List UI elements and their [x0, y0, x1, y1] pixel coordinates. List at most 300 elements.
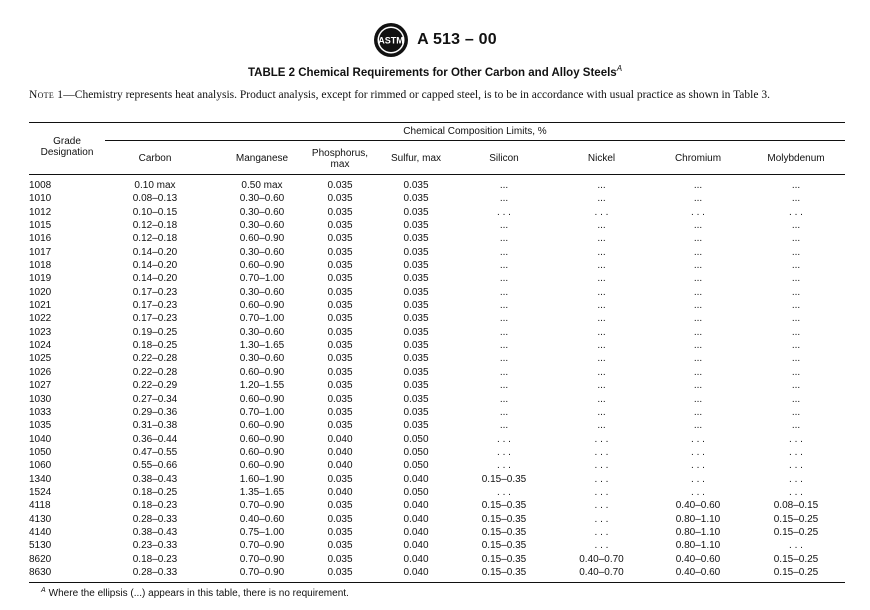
cell-grade: 1524 [29, 486, 52, 498]
cell-chromium: . . . [691, 433, 705, 445]
table-row [29, 272, 845, 285]
cell-manganese: 0.60–0.90 [239, 393, 285, 405]
cell-silicon: ... [499, 326, 509, 338]
cell-molybdenum: ... [791, 300, 801, 312]
cell-manganese: 0.60–0.90 [239, 233, 285, 245]
group-header-rule [105, 140, 845, 141]
cell-carbon: 0.17–0.23 [132, 286, 178, 298]
cell-carbon: 0.47–0.55 [132, 446, 178, 458]
cell-silicon: ... [499, 260, 509, 272]
cell-manganese: 0.70–1.00 [239, 406, 285, 418]
cell-manganese: 0.60–0.90 [239, 300, 285, 312]
cell-silicon: ... [499, 220, 509, 232]
footnote-text: Where the ellipsis (...) appears in this table, there is no requirement. [48, 588, 349, 599]
cell-chromium: ... [693, 193, 703, 205]
cell-manganese: 1.30–1.65 [239, 340, 285, 352]
cell-sulfur: 0.040 [403, 540, 429, 552]
cell-sulfur: 0.040 [403, 473, 429, 485]
table-row [29, 232, 845, 245]
table-footnote [41, 587, 349, 599]
cell-grade: 1035 [29, 420, 52, 432]
cell-manganese: 1.60–1.90 [239, 473, 285, 485]
cell-manganese: 0.60–0.90 [239, 460, 285, 472]
cell-grade: 1027 [29, 380, 52, 392]
cell-manganese: 1.35–1.65 [239, 486, 285, 498]
col-header-phosphorus-line1: Phosphorus, [311, 148, 369, 159]
cell-phosphorus: 0.035 [327, 193, 353, 205]
cell-phosphorus: 0.035 [327, 233, 353, 245]
cell-molybdenum: ... [791, 220, 801, 232]
cell-silicon: ... [499, 313, 509, 325]
grade-header-line1: Grade [53, 136, 81, 147]
cell-silicon: . . . [497, 486, 511, 498]
table-row [29, 286, 845, 299]
cell-carbon: 0.12–0.18 [132, 233, 178, 245]
table-row [29, 219, 845, 232]
cell-silicon: ... [499, 180, 509, 191]
cell-silicon: 0.15–0.35 [481, 553, 527, 565]
cell-phosphorus: 0.035 [327, 206, 353, 218]
cell-sulfur: 0.035 [403, 300, 429, 312]
cell-carbon: 0.18–0.23 [132, 553, 178, 565]
cell-phosphorus: 0.035 [327, 180, 353, 191]
cell-sulfur: 0.035 [403, 233, 429, 245]
table-row [29, 379, 845, 392]
cell-grade: 1024 [29, 340, 52, 352]
cell-carbon: 0.14–0.20 [132, 260, 178, 272]
table-row [29, 553, 845, 566]
cell-grade: 1040 [29, 433, 52, 445]
cell-phosphorus: 0.035 [327, 273, 353, 285]
cell-phosphorus: 0.035 [327, 286, 353, 298]
cell-molybdenum: 0.08–0.15 [773, 500, 819, 512]
cell-chromium: ... [693, 340, 703, 352]
standard-designation: A 513 – 00 [417, 31, 497, 48]
cell-molybdenum: . . . [789, 446, 803, 458]
table-row [29, 246, 845, 259]
cell-phosphorus: 0.035 [327, 473, 353, 485]
table-row [29, 459, 845, 472]
grade-header-line2: Designation [40, 147, 94, 158]
cell-chromium: ... [693, 273, 703, 285]
cell-molybdenum: ... [791, 246, 801, 258]
cell-sulfur: 0.040 [403, 553, 429, 565]
cell-molybdenum: ... [791, 180, 801, 191]
cell-sulfur: 0.050 [403, 446, 429, 458]
cell-molybdenum: ... [791, 393, 801, 405]
cell-nickel: . . . [594, 513, 609, 525]
cell-grade: 1020 [29, 286, 52, 298]
cell-manganese: 0.30–0.60 [239, 206, 285, 218]
cell-chromium: ... [693, 233, 703, 245]
cell-phosphorus: 0.035 [327, 260, 353, 272]
cell-phosphorus: 0.035 [327, 246, 353, 258]
col-header-manganese: Manganese [235, 153, 289, 164]
cell-carbon: 0.22–0.28 [132, 366, 178, 378]
cell-carbon: 0.18–0.23 [132, 500, 178, 512]
cell-carbon: 0.08–0.13 [132, 193, 178, 205]
table-title-text: TABLE 2 Chemical Requirements for Other Carbon and Alloy Steels [247, 67, 617, 79]
cell-sulfur: 0.035 [403, 246, 429, 258]
table-row [29, 326, 845, 339]
cell-sulfur: 0.040 [403, 500, 429, 512]
cell-carbon: 0.27–0.34 [132, 393, 178, 405]
cell-carbon: 0.38–0.43 [132, 526, 178, 538]
table-row [29, 206, 845, 219]
cell-grade: 4130 [29, 513, 52, 525]
cell-carbon: 0.10–0.15 [132, 206, 178, 218]
col-header-carbon: Carbon [138, 153, 172, 164]
cell-nickel: ... [597, 313, 606, 325]
cell-chromium: ... [693, 406, 703, 418]
cell-carbon: 0.38–0.43 [132, 473, 178, 485]
table-row [29, 499, 845, 512]
table-row [29, 366, 845, 379]
cell-silicon: ... [499, 193, 509, 205]
cell-grade: 1025 [29, 353, 52, 365]
cell-silicon: ... [499, 273, 509, 285]
table-row [29, 299, 845, 312]
table-row [29, 473, 845, 486]
cell-nickel: ... [597, 286, 606, 298]
cell-sulfur: 0.035 [403, 260, 429, 272]
cell-sulfur: 0.040 [403, 526, 429, 538]
cell-sulfur: 0.035 [403, 380, 429, 392]
cell-silicon: . . . [497, 446, 511, 458]
cell-sulfur: 0.035 [403, 420, 429, 432]
grade-header [29, 136, 105, 158]
cell-phosphorus: 0.035 [327, 553, 353, 565]
cell-phosphorus: 0.035 [327, 300, 353, 312]
cell-sulfur: 0.035 [403, 326, 429, 338]
cell-molybdenum: . . . [789, 460, 803, 472]
cell-chromium: ... [693, 220, 703, 232]
astm-logo-icon [373, 22, 409, 58]
cell-molybdenum: ... [791, 193, 801, 205]
cell-carbon: 0.29–0.36 [132, 406, 178, 418]
table-row [29, 419, 845, 432]
cell-carbon: 0.18–0.25 [132, 340, 178, 352]
cell-phosphorus: 0.035 [327, 220, 353, 232]
table-row [29, 259, 845, 272]
cell-grade: 5130 [29, 540, 52, 552]
cell-grade: 1021 [29, 300, 52, 312]
cell-grade: 1060 [29, 460, 52, 472]
cell-chromium: 0.80–1.10 [675, 540, 721, 552]
cell-chromium: ... [693, 286, 703, 298]
cell-sulfur: 0.050 [403, 433, 429, 445]
cell-sulfur: 0.050 [403, 486, 429, 498]
col-header-silicon: Silicon [489, 153, 519, 164]
cell-molybdenum: 0.15–0.25 [773, 566, 819, 578]
cell-molybdenum: ... [791, 233, 801, 245]
cell-silicon: ... [499, 380, 509, 392]
note-label: Note 1 [29, 89, 64, 101]
cell-nickel: 0.40–0.70 [579, 553, 624, 565]
cell-phosphorus: 0.035 [327, 566, 353, 578]
note-text: —Chemistry represents heat analysis. Product analysis, except for rimmed or capped steel, is to be in accordance with usual practice as shown in Table 3. [63, 89, 770, 101]
cell-phosphorus: 0.035 [327, 326, 353, 338]
table-row [29, 486, 845, 499]
cell-carbon: 0.36–0.44 [132, 433, 178, 445]
table-row [29, 339, 845, 352]
cell-molybdenum: . . . [789, 540, 803, 552]
cell-chromium: 0.80–1.10 [675, 513, 721, 525]
cell-nickel: ... [597, 273, 606, 285]
group-header: Chemical Composition Limits, % [403, 126, 547, 137]
cell-carbon: 0.31–0.38 [132, 420, 178, 432]
cell-grade: 1012 [29, 206, 52, 218]
cell-grade: 1050 [29, 446, 52, 458]
cell-manganese: 0.50 max [241, 180, 283, 191]
cell-carbon: 0.14–0.20 [132, 246, 178, 258]
cell-molybdenum: ... [791, 326, 801, 338]
title-footnote-mark: A [616, 64, 623, 73]
cell-nickel: 0.40–0.70 [579, 566, 624, 578]
cell-phosphorus: 0.035 [327, 500, 353, 512]
cell-sulfur: 0.035 [403, 313, 429, 325]
cell-carbon: 0.28–0.33 [132, 513, 178, 525]
cell-nickel: . . . [594, 500, 609, 512]
col-header-sulfur: Sulfur, max [390, 153, 442, 164]
cell-grade: 1016 [29, 233, 52, 245]
cell-grade: 1022 [29, 313, 52, 325]
table-bottom-rule [29, 582, 845, 583]
cell-sulfur: 0.040 [403, 513, 429, 525]
cell-nickel: ... [597, 366, 606, 378]
table-row [29, 179, 845, 192]
cell-carbon: 0.18–0.25 [132, 486, 178, 498]
note-1 [29, 89, 845, 102]
cell-nickel: ... [597, 233, 606, 245]
cell-chromium: . . . [691, 486, 705, 498]
cell-carbon: 0.22–0.28 [132, 353, 178, 365]
cell-chromium: ... [693, 313, 703, 325]
cell-phosphorus: 0.040 [327, 446, 353, 458]
cell-manganese: 0.70–0.90 [239, 566, 285, 578]
table-row [29, 352, 845, 365]
col-header-chromium: Chromium [674, 153, 722, 164]
cell-molybdenum: ... [791, 340, 801, 352]
cell-silicon: 0.15–0.35 [481, 540, 527, 552]
cell-grade: 1030 [29, 393, 52, 405]
cell-manganese: 0.60–0.90 [239, 420, 285, 432]
cell-grade: 1026 [29, 366, 52, 378]
cell-manganese: 0.70–0.90 [239, 540, 285, 552]
cell-sulfur: 0.050 [403, 460, 429, 472]
cell-nickel: . . . [594, 526, 609, 538]
cell-chromium: 0.40–0.60 [675, 500, 721, 512]
cell-chromium: ... [693, 420, 703, 432]
cell-nickel: . . . [594, 540, 609, 552]
cell-grade: 1008 [29, 180, 52, 191]
cell-manganese: 0.70–0.90 [239, 500, 285, 512]
cell-sulfur: 0.035 [403, 286, 429, 298]
cell-nickel: ... [597, 353, 606, 365]
table-row [29, 526, 845, 539]
cell-grade: 1033 [29, 406, 52, 418]
cell-phosphorus: 0.040 [327, 433, 353, 445]
col-header-phosphorus-line2: max [330, 159, 350, 170]
cell-carbon: 0.19–0.25 [132, 326, 178, 338]
table-row [29, 393, 845, 406]
cell-manganese: 0.30–0.60 [239, 286, 285, 298]
cell-nickel: ... [597, 193, 606, 205]
cell-grade: 1018 [29, 260, 52, 272]
cell-carbon: 0.10 max [134, 180, 176, 191]
cell-manganese: 1.20–1.55 [239, 380, 285, 392]
cell-phosphorus: 0.035 [327, 420, 353, 432]
cell-nickel: . . . [594, 486, 609, 498]
cell-nickel: ... [597, 406, 606, 418]
cell-chromium: 0.40–0.60 [675, 553, 721, 565]
cell-nickel: ... [597, 220, 606, 232]
cell-manganese: 0.40–0.60 [239, 513, 285, 525]
table-row [29, 433, 845, 446]
cell-molybdenum: ... [791, 353, 801, 365]
cell-grade: 8620 [29, 553, 52, 565]
cell-silicon: . . . [497, 206, 511, 218]
cell-phosphorus: 0.040 [327, 486, 353, 498]
cell-nickel: ... [597, 180, 606, 191]
cell-manganese: 0.30–0.60 [239, 220, 285, 232]
cell-nickel: . . . [594, 446, 609, 458]
cell-molybdenum: 0.15–0.25 [773, 553, 819, 565]
cell-molybdenum: ... [791, 380, 801, 392]
cell-grade: 1015 [29, 220, 52, 232]
cell-carbon: 0.23–0.33 [132, 540, 178, 552]
cell-molybdenum: 0.15–0.25 [773, 513, 819, 525]
cell-grade: 1340 [29, 473, 52, 485]
cell-molybdenum: ... [791, 286, 801, 298]
cell-phosphorus: 0.035 [327, 393, 353, 405]
cell-molybdenum: . . . [789, 206, 803, 218]
cell-phosphorus: 0.035 [327, 406, 353, 418]
footnote-mark: A [41, 587, 46, 594]
table-row [29, 192, 845, 205]
cell-chromium: . . . [691, 473, 705, 485]
cell-grade: 1017 [29, 246, 52, 258]
astm-logo-text: ASTM [378, 35, 404, 46]
cell-manganese: 0.70–0.90 [239, 553, 285, 565]
table-title [0, 64, 870, 79]
table-top-rule [29, 122, 845, 123]
cell-chromium: ... [693, 393, 703, 405]
cell-nickel: . . . [594, 473, 609, 485]
cell-nickel: . . . [594, 433, 609, 445]
table-row [29, 446, 845, 459]
cell-silicon: ... [499, 246, 509, 258]
cell-nickel: ... [597, 393, 606, 405]
cell-chromium: ... [693, 260, 703, 272]
cell-sulfur: 0.035 [403, 180, 429, 191]
cell-grade: 1010 [29, 193, 52, 205]
cell-phosphorus: 0.035 [327, 353, 353, 365]
cell-grade: 4118 [29, 500, 51, 512]
cell-manganese: 0.30–0.60 [239, 193, 285, 205]
cell-silicon: 0.15–0.35 [481, 566, 527, 578]
cell-silicon: 0.15–0.35 [481, 526, 527, 538]
cell-chromium: . . . [691, 460, 705, 472]
cell-silicon: ... [499, 406, 509, 418]
cell-silicon: . . . [497, 460, 511, 472]
table-row [29, 312, 845, 325]
cell-nickel: . . . [594, 460, 609, 472]
cell-phosphorus: 0.035 [327, 540, 353, 552]
cell-chromium: ... [693, 300, 703, 312]
cell-phosphorus: 0.040 [327, 460, 353, 472]
cell-molybdenum: . . . [789, 486, 803, 498]
cell-nickel: ... [597, 340, 606, 352]
cell-nickel: . . . [594, 206, 609, 218]
cell-nickel: ... [597, 326, 606, 338]
cell-phosphorus: 0.035 [327, 340, 353, 352]
cell-manganese: 0.60–0.90 [239, 446, 285, 458]
cell-manganese: 0.70–1.00 [239, 313, 285, 325]
cell-nickel: ... [597, 420, 606, 432]
cell-sulfur: 0.035 [403, 340, 429, 352]
table-row [29, 406, 845, 419]
cell-chromium: ... [693, 326, 703, 338]
cell-manganese: 0.30–0.60 [239, 326, 285, 338]
cell-sulfur: 0.035 [403, 353, 429, 365]
cell-silicon: ... [499, 340, 509, 352]
cell-manganese: 0.60–0.90 [239, 366, 285, 378]
table-row [29, 539, 845, 552]
cell-silicon: 0.15–0.35 [481, 513, 527, 525]
cell-sulfur: 0.035 [403, 273, 429, 285]
cell-grade: 8630 [29, 566, 52, 578]
cell-carbon: 0.28–0.33 [132, 566, 178, 578]
cell-silicon: ... [499, 233, 509, 245]
cell-sulfur: 0.035 [403, 406, 429, 418]
cell-phosphorus: 0.035 [327, 380, 353, 392]
cell-sulfur: 0.035 [403, 393, 429, 405]
table-body [29, 179, 845, 579]
cell-carbon: 0.12–0.18 [132, 220, 178, 232]
cell-manganese: 0.70–1.00 [239, 273, 285, 285]
cell-carbon: 0.14–0.20 [132, 273, 178, 285]
cell-sulfur: 0.035 [403, 220, 429, 232]
cell-molybdenum: 0.15–0.25 [773, 526, 819, 538]
table-row [29, 566, 845, 579]
cell-nickel: ... [597, 300, 606, 312]
cell-sulfur: 0.035 [403, 193, 429, 205]
cell-manganese: 0.60–0.90 [239, 433, 285, 445]
cell-molybdenum: . . . [789, 433, 803, 445]
cell-chromium: ... [693, 380, 703, 392]
cell-phosphorus: 0.035 [327, 366, 353, 378]
cell-manganese: 0.60–0.90 [239, 260, 285, 272]
cell-silicon: 0.15–0.35 [481, 500, 527, 512]
cell-chromium: 0.40–0.60 [675, 566, 721, 578]
col-header-molybdenum: Molybdenum [767, 153, 825, 164]
cell-carbon: 0.22–0.29 [132, 380, 178, 392]
cell-chromium: . . . [691, 446, 705, 458]
table-row [29, 513, 845, 526]
cell-silicon: ... [499, 300, 509, 312]
cell-grade: 1023 [29, 326, 52, 338]
cell-manganese: 0.75–1.00 [239, 526, 285, 538]
cell-chromium: ... [693, 180, 703, 191]
cell-grade: 1019 [29, 273, 52, 285]
cell-phosphorus: 0.035 [327, 526, 353, 538]
cell-manganese: 0.30–0.60 [239, 353, 285, 365]
cell-carbon: 0.55–0.66 [132, 460, 178, 472]
cell-molybdenum: ... [791, 366, 801, 378]
col-header-nickel: Nickel [587, 153, 616, 164]
cell-sulfur: 0.035 [403, 206, 429, 218]
